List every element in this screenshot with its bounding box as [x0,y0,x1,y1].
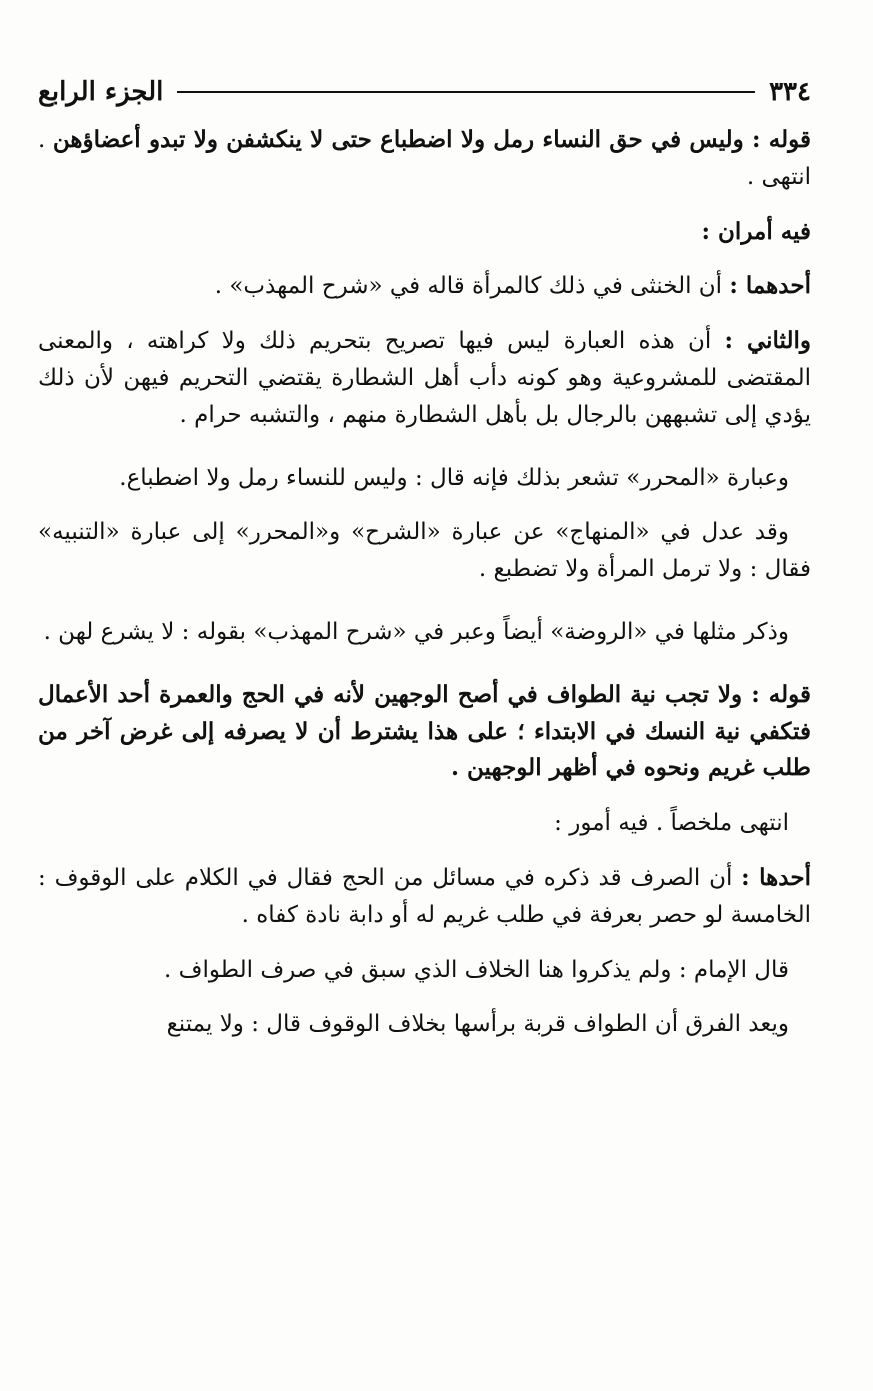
page-number: ٣٣٤ [769,77,811,107]
paragraph-first-point [38,860,811,934]
paragraph-rawda [38,614,811,651]
paragraph-text: وعبارة «المحرر» تشعر بذلك فإنه قال : وليس للنساء رمل ولا اضطباع. [119,464,789,491]
quote-text: قوله : ولا تجب نية الطواف في أصح الوجهين لأنه في الحج والعمرة أحد الأعمال فتكفي نية النسك في الابتداء ؛ على هذا يشترط أن لا يصرفه إلى غرض آخر من طلب غريم ونحوه في أظهر الوجهين . [38,680,811,782]
paragraph-text: . انتهى . [38,127,811,190]
paragraph-text: انتهى ملخصاً . فيه أمور : [554,810,789,837]
quote-text: قوله : وليس في حق النساء رمل ولا اضطباع حتى لا ينكشفن ولا تبدو أعضاؤهن [52,126,811,153]
paragraph-several-matters [38,805,811,842]
paragraph-first-matter [38,268,811,305]
paragraph-difference [38,1006,811,1043]
point-label: أحدها : [741,863,811,891]
paragraph-text: أن هذه العبارة ليس فيها تصريح بتحريم ذلك ولا كراهته ، والمعنى المقتضى للمشروعية وهو كونه دأب أهل الشطارة يقتضي التحريم فيهن لأن ذلك يؤدي إلى تشبههن بالرجال بل بأهل الشطارة منهم ، والتشبه حرام . [38,328,811,428]
paragraph-second-matter [38,323,811,433]
paragraph-text: وذكر مثلها في «الروضة» أيضاً وعبر في «شرح المهذب» بقوله : لا يشرع لهن . [43,618,789,645]
page-body [38,122,811,1043]
paragraph-heading-two-matters [38,214,811,251]
running-title: الجزء الرابع [38,77,164,107]
section-heading: فيه أمران : [701,217,811,245]
paragraph-imam [38,952,811,989]
page-header [38,70,811,114]
header-rule [177,91,755,93]
point-label: والثاني : [724,327,811,355]
paragraph-text: ويعد الفرق أن الطواف قربة برأسها بخلاف الوقوف قال : ولا يمتنع [166,1011,789,1038]
paragraph-text: وقد عدل في «المنهاج» عن عبارة «الشرح» و«المحرر» إلى عبارة «التنبيه» فقال : ولا ترمل المرأة ولا تضطبع . [38,519,811,583]
paragraph-text: قال الإمام : ولم يذكروا هنا الخلاف الذي سبق في صرف الطواف . [164,956,789,983]
point-label: أحدهما : [729,272,811,300]
paragraph-quote-2 [38,677,811,787]
paragraph-muharrar [38,460,811,497]
paragraph-minhaj [38,514,811,588]
paragraph-text: أن الخنثى في ذلك كالمرأة قاله في «شرح المهذب» . [214,273,730,300]
paragraph-text: أن الصرف قد ذكره في مسائل من الحج فقال في الكلام على الوقوف : الخامسة لو حصر بعرفة في طلب غريم له أو دابة نادة كفاه . [38,864,811,928]
paragraph-quote-1 [38,122,811,196]
